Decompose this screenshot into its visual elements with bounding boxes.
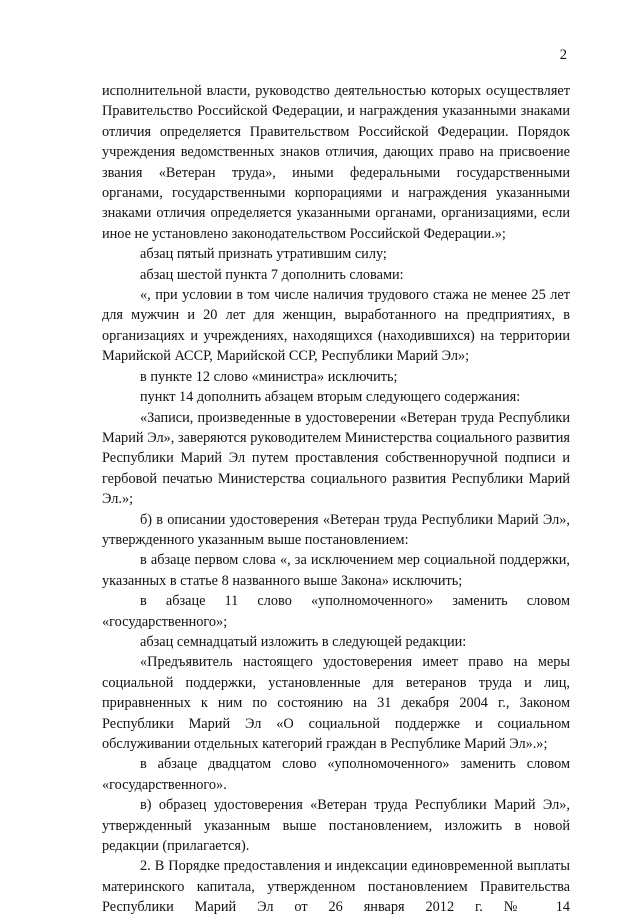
paragraph: б) в описании удостоверения «Ветеран труда Республики Марий Эл», утвержденного указанным выше постановлением: (102, 511, 570, 548)
paragraph: в абзаце 11 слово «уполномоченного» заменить словом «государственного»; (102, 593, 570, 630)
page-number: 2 (559, 47, 567, 63)
paragraph: в пункте 12 слово «министра» исключить; (140, 368, 398, 385)
paragraph: абзац семнадцатый изложить в следующей редакции: (140, 633, 467, 650)
paragraph: пункт 14 дополнить абзацем вторым следующего содержания: (140, 389, 521, 406)
paragraph-continuation: исполнительной власти, руководство деятельностью которых осуществляет Правительство Российской Федерации, и награждения указанными знаками отличия определяется Правительством Российской Федерации. Порядок учреждения ведомственных знаков отличия, дающих право на присвоение звания «Ветеран труда», иными федеральными государственными органами, государственными корпорациями и награждения указанными знаками отличия определяется указанными органами, организациями, если иное не установлено законодательством Российской Федерации.»; (102, 83, 570, 242)
paragraph: абзац шестой пункта 7 дополнить словами: (140, 266, 404, 283)
paragraph: «, при условии в том числе наличия трудового стажа не менее 25 лет для мужчин и 20 лет для женщин, выработанного на предприятиях, в организациях и учреждениях, находящихся (находившихся) на территории Марийской АССР, Марийской ССР, Республики Марий Эл»; (102, 287, 570, 365)
paragraph: в) образец удостоверения «Ветеран труда Республики Марий Эл», утвержденный указанным выше постановлением, изложить в новой редакции (прилагается). (102, 797, 570, 855)
paragraph: 2. В Порядке предоставления и индексации единовременной выплаты материнского капитала, утвержденном постановлением Правительства Республики Марий Эл от 26 января 2012 г. № 14 (102, 858, 570, 916)
paragraph: в абзаце двадцатом слово «уполномоченного» заменить словом «государственного». (102, 756, 570, 793)
paragraph: «Предъявитель настоящего удостоверения имеет право на меры социальной поддержки, установленные для ветеранов труда и лиц, приравненных к ним по состоянию на 31 декабря 2004 г., Законом Республики Марий Эл «О социальной поддержке и социальном обслуживании отдельных категорий граждан в Республике Марий Эл».»; (102, 654, 570, 752)
document-body (102, 81, 570, 918)
paragraph: «Записи, произведенные в удостоверении «Ветеран труда Республики Марий Эл», заверяются руководителем Министерства социального развития Республики Марий Эл путем проставления собственноручной подписи и гербовой печатью Министерства социального развития Республики Марий Эл.»; (102, 409, 570, 508)
paragraph: абзац пятый признать утратившим силу; (140, 246, 387, 263)
paragraph: в абзаце первом слова «, за исключением мер социальной поддержки, указанных в статье 8 названного выше Закона» исключить; (102, 552, 570, 589)
